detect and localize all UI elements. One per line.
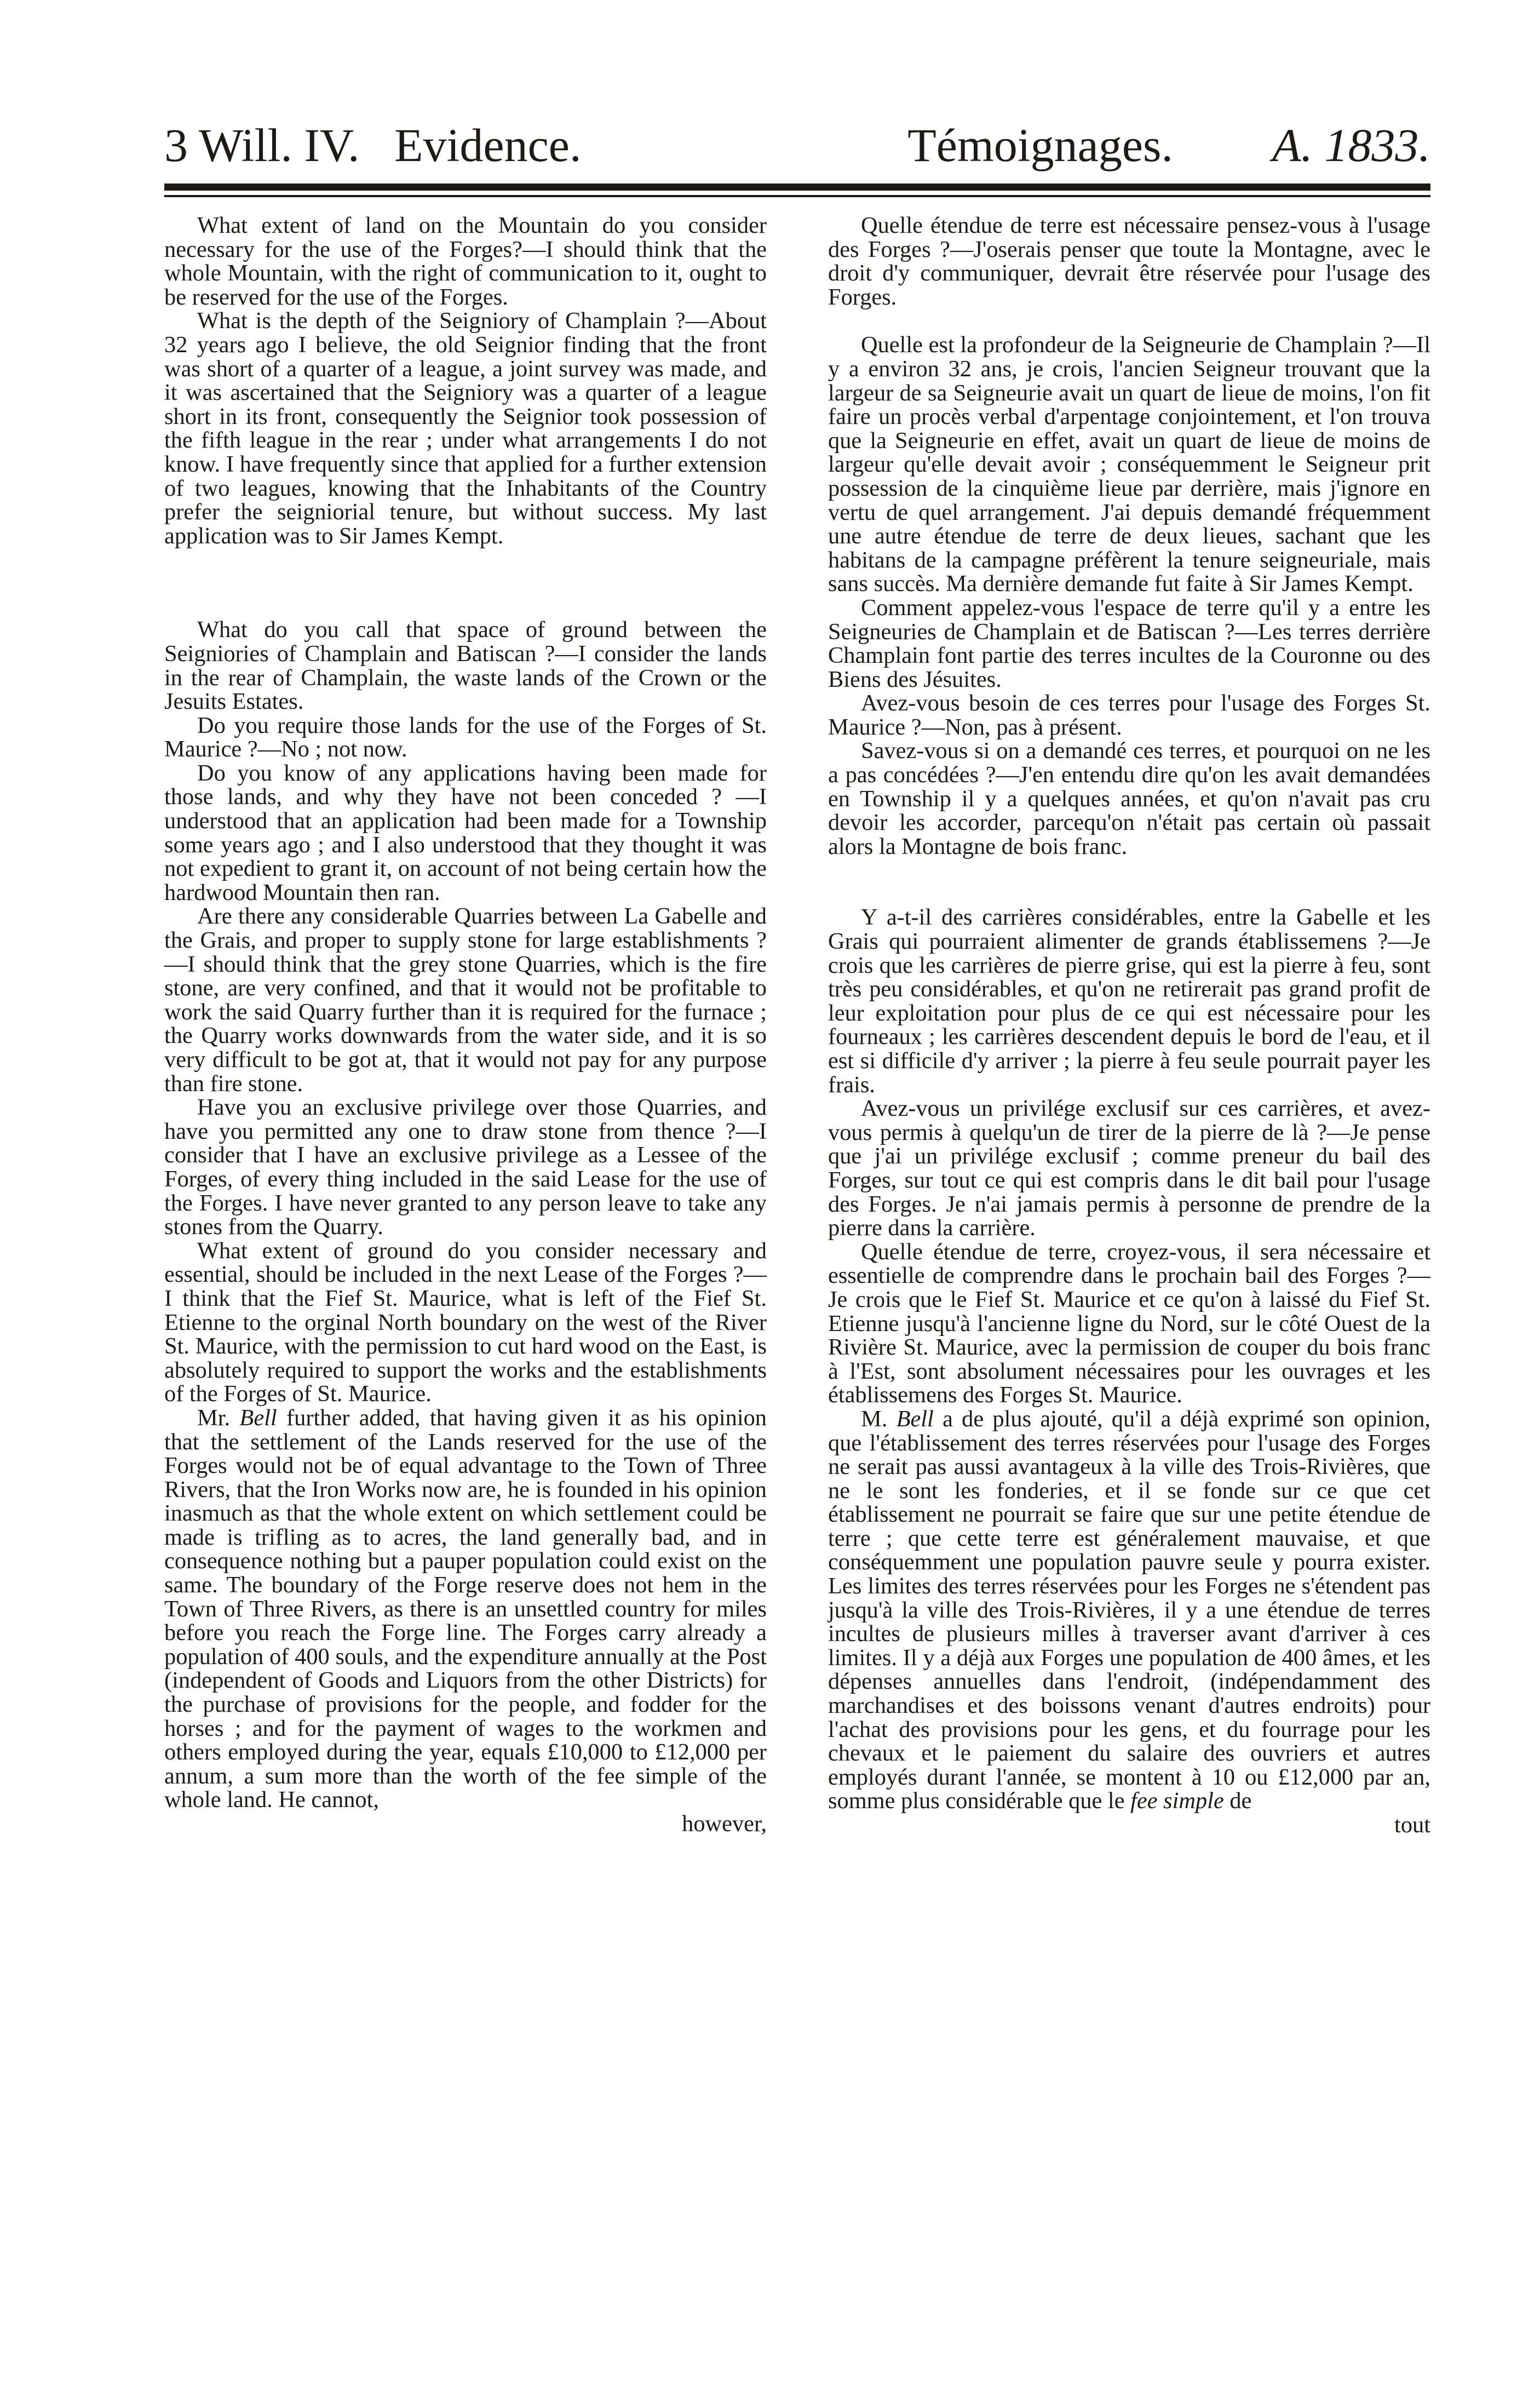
english-paragraph: Do you require those lands for the use of the Forges of St. Maurice ?—No ; not now. xyxy=(164,712,767,762)
english-paragraph: Do you know of any applications having been made for those lands, and why they have not been conceded ? —I understood that an application had been made for a Township some years ago ; and I also understood that they thought it was not expedient to grant it, on account of not being certain how the hardwood Mountain then ran. xyxy=(164,760,767,905)
header-section-fr: Témoignages. xyxy=(907,119,1173,171)
french-paragraph: Quelle étendue de terre, croyez-vous, il sera nécessaire et essentielle de comprendre dans le prochain bail des Forges ?—Je crois que le Fief St. Maurice et ce qu'on à laissé du Fief St. Etienne jusqu'à l'ancienne ligne du Nord, sur le côté Ouest de la Rivière St. Maurice, avec la permission de couper du bois franc à l'Est, sont absolument nécessaires pour les ouvrages et les établissemens des Forges St. Maurice. xyxy=(828,1238,1430,1408)
english-paragraph: What is the depth of the Seigniory of Champlain ?—About 32 years ago I believe, the old Seignior finding that the front was short of a quarter of a league, a joint survey was made, and it was ascertained that the Seigniory was a quarter of a league short in its front, consequently the Seignior took possession of the fifth league in the rear ; under what arrangements I do not know. I have frequently since that applied for a further extension of two leagues, knowing that the Inhabitants of the Country prefer the seigniorial tenure, but without success. My last application was to Sir James Kempt. xyxy=(164,308,767,549)
english-catchword: however, xyxy=(682,1811,767,1837)
french-paragraph: M. Bell a de plus ajouté, qu'il a déjà exprimé son opinion, que l'établissement des terres réservées pour l'usage des Forges ne serait pas aussi avantageux à la ville des Trois-Rivières, que ne le sont les fonderies, et il se fonde sur ce que cet établissement ne pourrait se faire que sur une petite étendue de terre ; que cette terre est généralement mauvaise, et que conséquemment une population pauvre seule y pourra exister. Les limites des terres réservées pour les Forges ne s'étendent pas jusqu'à la ville des Trois-Rivières, il y a une étendue de terres incultes de plusieurs milles à traverser avant d'arriver à ces limites. Il y a déjà aux Forges une population de 400 âmes, et les dépenses annuelles dans l'endroit, (indépendamment des marchandises et des boissons venant d'autres endroits) pour l'achat des provisions pour les gens, et du fourrage pour les chevaux et le paiement du salaire des ouvriers et autres employés durant l'année, se montent à 10 ou £12,000 par an, somme plus considérable que le fee simple de xyxy=(828,1406,1431,1814)
french-paragraph: Comment appelez-vous l'espace de terre qu'il y a entre les Seigneuries de Champlain et de Batiscan ?—Les terres derrière Champlain font partie des terres incultes de la Couronne ou des Biens des Jésuites. xyxy=(828,594,1430,692)
french-paragraph: Avez-vous un privilége exclusif sur ces carrières, et avez-vous permis à quelqu'un de tirer de la pierre de là ?—Je pense que j'ai un privilége exclusif ; comme preneur du bail des Forges, sur tout ce qui est compris dans le dit bail pour l'usage des Forges. Je n'ai jamais permis à personne de prendre de la pierre dans la carrière. xyxy=(828,1096,1430,1241)
header-year: A. 1833. xyxy=(1272,119,1430,171)
english-paragraph: What extent of land on the Mountain do you consider necessary for the use of the Forges?—I should think that the whole Mountain, with the right of communication to it, ought to be reserved for the use of the Forges. xyxy=(164,213,767,310)
header-rule-thin xyxy=(164,195,1430,197)
header-section-en: Evidence. xyxy=(394,119,582,171)
french-catchword: tout xyxy=(1394,1812,1430,1838)
english-paragraph: Are there any considerable Quarries between La Gabelle and the Grais, and proper to supply stone for large establishments ?—I should think that the grey stone Quarries, which is the fire stone, are very confined, and that it would not be profitable to work the said Quarry further than it is required for the furnace ; the Quarry works downwards from the water side, and it is so very difficult to be got at, that it would not pay for any purpose than fire stone. xyxy=(164,903,767,1097)
french-column xyxy=(828,214,1430,1837)
french-paragraph: Quelle est la profondeur de la Seigneurie de Champlain ?—Il y a environ 32 ans, je crois, l'ancien Seigneur trouvant que la largeur de sa Seigneurie avait un quart de lieue de moins, l'on fit faire un procès verbal d'arpentage conjointement, et l'on trouva que la Seigneurie en effet, avait un quart de lieue de moins de largeur qu'elle devait avoir ; conséquemment le Seigneur prit possession de la cinquième lieue par derrière, mais j'ignore en vertu de quel arrangement. J'ai depuis demandé fréquemment une autre étendue de terre de deux lieues, sachant que les habitans de la campagne préfèrent la tenure seigneuriale, mais sans succès. Ma dernière demande fut faite à Sir James Kempt. xyxy=(828,332,1430,597)
french-paragraph: Avez-vous besoin de ces terres pour l'usage des Forges St. Maurice ?—Non, pas à présent. xyxy=(828,690,1430,740)
header-session: 3 Will. IV. xyxy=(164,119,360,171)
english-paragraph: What do you call that space of ground between the Seigniories of Champlain and Batiscan ?—I consider the lands in the rear of Champlain, the waste lands of the Crown or the Jesuits Estates. xyxy=(164,617,767,715)
english-paragraph: Mr. Bell further added, that having given it as his opinion that the settlement of the Lands reserved for the use of the Forges would not be of equal advantage to the Town of Three Rivers, that the Iron Works now are, he is founded in his opinion inasmuch as that the whole extent on which settlement could be made is trifling as to acres, the land generally bad, and in consequence nothing but a pauper population could exist on the same. The boundary of the Forge reserve does not hem in the Town of Three Rivers, as there is an unsettled country for miles before you reach the Forge line. The Forges carry already a population of 400 souls, and the expenditure annually at the Post (independent of Goods and Liquors from the other Districts) for the purchase of provisions for the people, and fodder for the horses ; and for the payment of wages to the workmen and others employed during the year, equals £10,000 to £12,000 per annum, a sum more than the worth of the fee simple of the whole land. He cannot, xyxy=(164,1404,767,1813)
french-paragraph: Y a-t-il des carrières considérables, entre la Gabelle et les Grais qui pourraient alimenter de grands établissemens ?—Je crois que les carrières de pierre grise, qui est la pierre à feu, sont très peu considérables, et qu'on ne retirerait pas grand profit de leur exploitation pour plus de ce qui est nécessaire pour les fourneaux ; les carrières descendent depuis le bord de l'eau, et il est si difficile d'y arriver ; la pierre à feu seule pourrait payer les frais. xyxy=(828,904,1430,1098)
english-paragraph: Have you an exclusive privilege over those Quarries, and have you permitted any one to draw stone from thence ?—I consider that I have an exclusive privilege as a Lessee of the Forges, of every thing included in the said Lease for the use of the Forges. I have never granted to any person leave to take any stones from the Quarry. xyxy=(164,1094,767,1240)
french-paragraph: Quelle étendue de terre est nécessaire pensez-vous à l'usage des Forges ?—J'oserais penser que toute la Montagne, avec le droit d'y communiquer, devrait être réservée pour l'usage des Forges. xyxy=(828,213,1430,310)
header-rule-thick xyxy=(164,183,1430,191)
english-column xyxy=(164,214,767,1836)
english-paragraph: What extent of ground do you consider necessary and essential, should be included in the next Lease of the Forges ?—I think that the Fief St. Maurice, what is left of the Fief St. Etienne to the orginal North boundary on the west of the River St. Maurice, with the permission to cut hard wood on the East, is absolutely required to support the works and the establishments of the Forges of St. Maurice. xyxy=(164,1237,767,1407)
running-header xyxy=(164,112,1430,178)
french-paragraph: Savez-vous si on a demandé ces terres, et pourquoi on ne les a pas concédées ?—J'en entendu dire qu'on les avait demandées en Township il y a quelques années, et qu'on n'avait pas cru devoir les accorder, parcequ'on n'était pas certain où passait alors la Montagne de bois franc. xyxy=(828,738,1430,859)
